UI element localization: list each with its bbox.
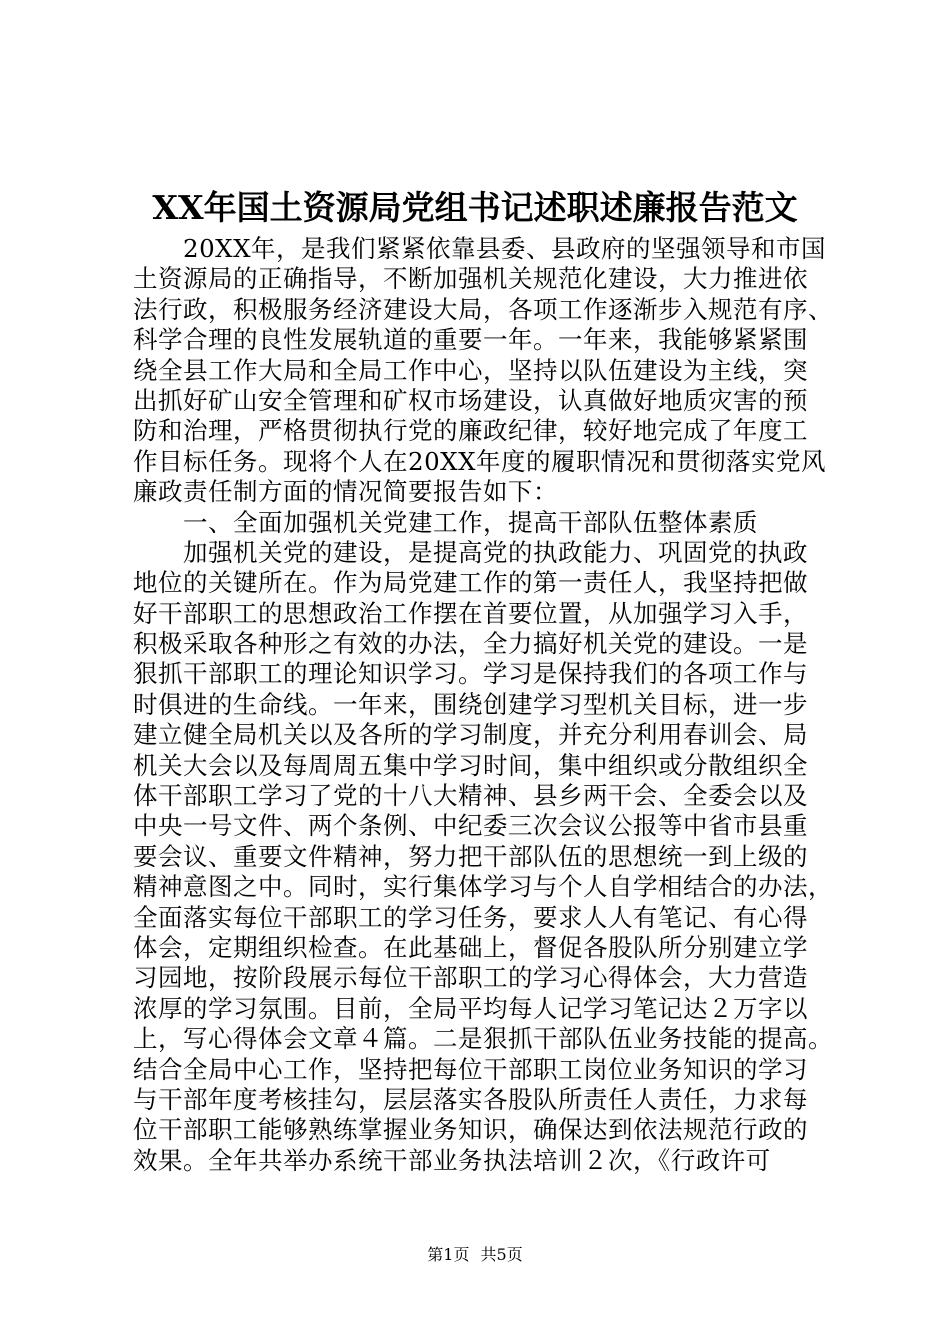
body-line: 加强机关党的建设，是提高党的执政能力、巩固党的执政 bbox=[133, 537, 808, 567]
body-line: 浓厚的学习氛围。目前，全局平均每人记学习笔记达２万字以 bbox=[133, 993, 808, 1023]
body-line: 体会，定期组织检查。在此基础上，督促各股队所分别建立学 bbox=[133, 932, 808, 962]
body-line: 上，写心得体会文章４篇。二是狠抓干部队伍业务技能的提高。 bbox=[133, 1024, 833, 1054]
body-line: 时俱进的生命线。一年来，围绕创建学习型机关目标，进一步 bbox=[133, 689, 808, 719]
body-line: 好干部职工的思想政治工作摆在首要位置，从加强学习入手， bbox=[133, 598, 808, 628]
body-line: 要会议、重要文件精神，努力把干部队伍的思想统一到上级的 bbox=[133, 841, 808, 871]
body-line: 习园地，按阶段展示每位干部职工的学习心得体会，大力营造 bbox=[133, 963, 808, 993]
page-total: 共5页 bbox=[480, 1245, 523, 1264]
body-line: 廉政责任制方面的情况简要报告如下： bbox=[133, 477, 558, 507]
body-line: 防和治理，严格贯彻执行党的廉政纪律，较好地完成了年度工 bbox=[133, 416, 808, 446]
page-footer bbox=[0, 1244, 950, 1266]
body-line: 积极采取各种形之有效的办法，全力搞好机关党的建设。一是 bbox=[133, 629, 808, 659]
body-line: 作目标任务。现将个人在20XX年度的履职情况和贯彻落实党风 bbox=[133, 446, 827, 476]
body-line: 全面落实每位干部职工的学习任务，要求人人有笔记、有心得 bbox=[133, 902, 808, 932]
body-line: 出抓好矿山安全管理和矿权市场建设，认真做好地质灾害的预 bbox=[133, 385, 808, 415]
body-line: 科学合理的良性发展轨道的重要一年。一年来，我能够紧紧围 bbox=[133, 325, 808, 355]
body-line: 地位的关键所在。作为局党建工作的第一责任人，我坚持把做 bbox=[133, 568, 808, 598]
page-number: 第1页 bbox=[427, 1245, 470, 1264]
body-line: 法行政，积极服务经济建设大局，各项工作逐渐步入规范有序、 bbox=[133, 294, 833, 324]
body-line: 一、全面加强机关党建工作，提高干部队伍整体素质 bbox=[133, 507, 758, 537]
body-line: 体干部职工学习了党的十八大精神、县乡两干会、全委会以及 bbox=[133, 781, 808, 811]
body-line: 结合全局中心工作，坚持把每位干部职工岗位业务知识的学习 bbox=[133, 1054, 808, 1084]
body-line: 机关大会以及每周周五集中学习时间，集中组织或分散组织全 bbox=[133, 750, 808, 780]
body-line: 与干部年度考核挂勾，层层落实各股队所责任人责任，力求每 bbox=[133, 1084, 808, 1114]
body-line: 位干部职工能够熟练掌握业务知识，确保达到依法规范行政的 bbox=[133, 1115, 808, 1145]
body-line: 绕全县工作大局和全局工作中心，坚持以队伍建设为主线，突 bbox=[133, 355, 808, 385]
body-line: 中央一号文件、两个条例、中纪委三次会议公报等中省市县重 bbox=[133, 811, 808, 841]
body-line: 20XX年，是我们紧紧依靠县委、县政府的坚强领导和市国 bbox=[133, 234, 827, 263]
document-body bbox=[133, 234, 853, 1176]
body-line: 狠抓干部职工的理论知识学习。学习是保持我们的各项工作与 bbox=[133, 659, 808, 689]
body-line: 建立健全局机关以及各所的学习制度，并充分利用春训会、局 bbox=[133, 720, 808, 750]
body-line: 土资源局的正确指导，不断加强机关规范化建设，大力推进依 bbox=[133, 264, 808, 294]
body-line: 精神意图之中。同时，实行集体学习与个人自学相结合的办法， bbox=[133, 872, 833, 902]
document-title: XX年国土资源局党组书记述职述廉报告范文 bbox=[152, 188, 798, 227]
body-line: 效果。全年共举办系统干部业务执法培训２次，《行政许可 bbox=[133, 1145, 771, 1175]
